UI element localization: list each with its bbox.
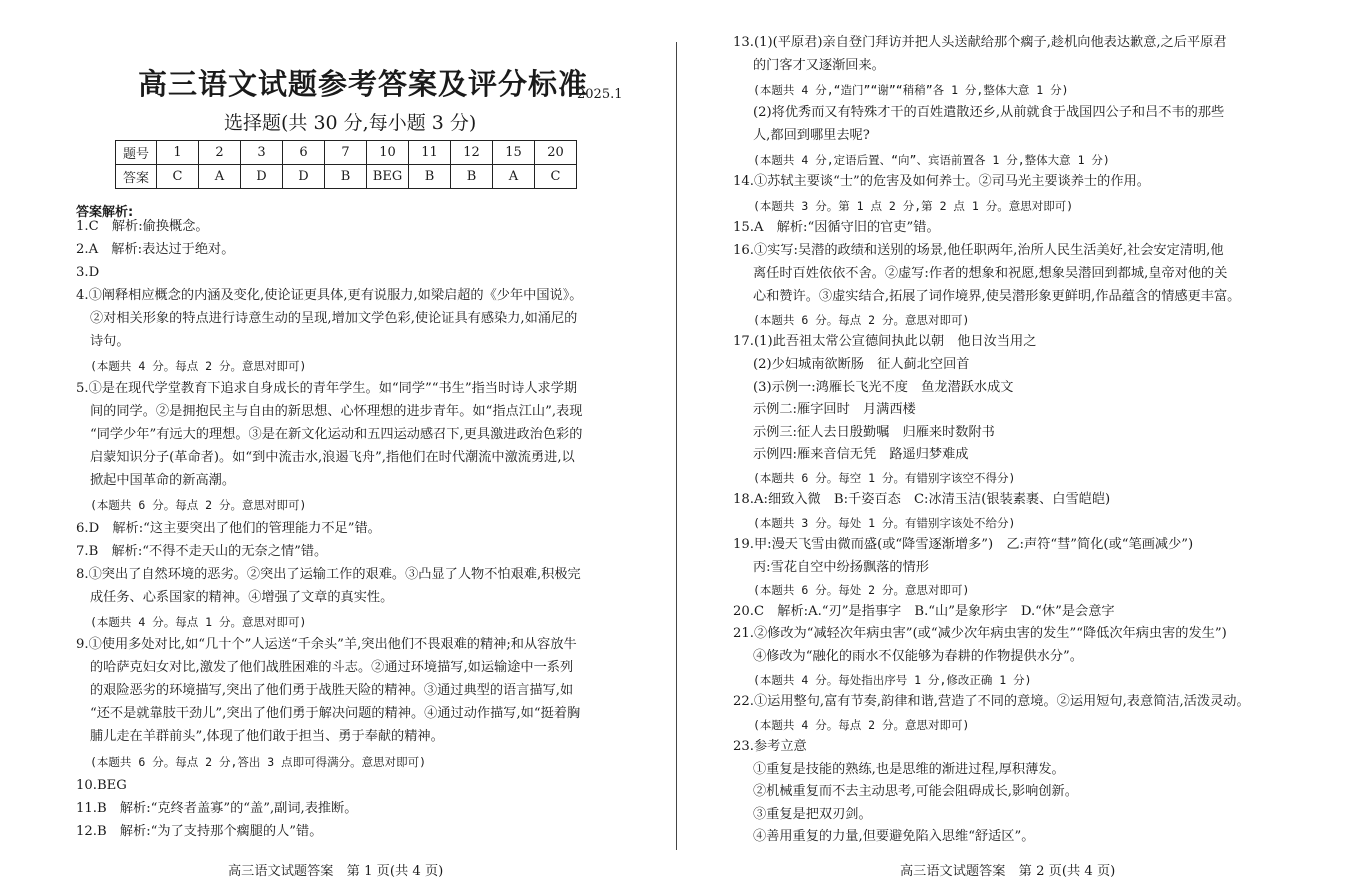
column-divider bbox=[676, 42, 677, 850]
table-row-label: 题号 bbox=[116, 141, 157, 165]
answer-line: 12.B 解析:“为了支持那个瘸腿的人”错。 bbox=[76, 824, 323, 839]
question-number: 20 bbox=[535, 141, 577, 165]
answer-line: 的哈萨克妇女对比,激发了他们战胜困难的斗志。②通过环境描写,如运输途中一系列 bbox=[90, 660, 574, 675]
section-subtitle: 选择题(共 30 分,每小题 3 分) bbox=[224, 112, 477, 134]
answer-line: “还不是就靠肢干劲儿”,突出了他们勇于解决问题的精神。④通过动作描写,如“挺着胸 bbox=[90, 706, 581, 721]
answer-cell: B bbox=[409, 165, 451, 189]
answer-line: 诗句。 bbox=[90, 334, 130, 349]
answer-cell: B bbox=[451, 165, 493, 189]
answer-line: 20.C 解析:A.“刃”是指事字 B.“山”是象形字 D.“休”是会意字 bbox=[733, 604, 1115, 619]
answer-line: 的门客才又逐渐回来。 bbox=[753, 58, 885, 73]
answer-line: ②机械重复而不去主动思考,可能会阻碍成长,影响创新。 bbox=[753, 784, 1078, 799]
scoring-note: (本题共 6 分。每点 2 分。意思对即可) bbox=[753, 313, 970, 327]
scoring-note: (本题共 6 分。每点 2 分,答出 3 点即可得满分。意思对即可) bbox=[90, 755, 427, 769]
answer-line: 22.①运用整句,富有节奏,韵律和谐,营造了不同的意境。②运用短句,表意简洁,活泼灵动。 bbox=[733, 694, 1250, 709]
answer-line: 15.A 解析:“因循守旧的官吏”错。 bbox=[733, 220, 940, 235]
answer-line: ④善用重复的力量,但要避免陷入思维“舒适区”。 bbox=[753, 829, 1035, 844]
answer-line: 脯儿走在羊群前头”,体现了他们敢于担当、勇于奉献的精神。 bbox=[90, 729, 444, 744]
answer-line: 丙:雪花自空中纷扬飘落的情形 bbox=[753, 560, 929, 575]
answer-line: 示例二:雁字回时 月满西楼 bbox=[753, 402, 916, 417]
answer-line: 掀起中国革命的新高潮。 bbox=[90, 473, 236, 488]
answer-line: 2.A 解析:表达过于绝对。 bbox=[76, 242, 235, 257]
question-number: 10 bbox=[367, 141, 409, 165]
answer-line: 23.参考立意 bbox=[733, 739, 807, 754]
scoring-note: (本题共 4 分。每点 1 分。意思对即可) bbox=[90, 615, 307, 629]
question-number: 12 bbox=[451, 141, 493, 165]
exam-date: 2025.1 bbox=[577, 87, 623, 102]
answer-line: 成任务、心系国家的精神。④增强了文章的真实性。 bbox=[90, 590, 394, 605]
page-footer-1: 高三语文试题答案 第 1 页(共 4 页) bbox=[228, 864, 444, 879]
answer-line: 的艰险恶劣的环境描写,突出了他们勇于战胜天险的精神。③通过典型的语言描写,如 bbox=[90, 683, 574, 698]
answer-line: (2)少妇城南欲断肠 征人蓟北空回首 bbox=[753, 357, 970, 372]
answer-cell: A bbox=[493, 165, 535, 189]
answer-table-number-row bbox=[116, 141, 577, 165]
answer-line: 8.①突出了自然环境的恶劣。②突出了运输工作的艰难。③凸显了人物不怕艰难,积极完 bbox=[76, 567, 581, 582]
page-title: 高三语文试题参考答案及评分标准 bbox=[138, 67, 589, 101]
answer-line: 示例四:雁来音信无凭 路遥归梦难成 bbox=[753, 447, 969, 462]
answer-line: 7.B 解析:“不得不走天山的无奈之情”错。 bbox=[76, 544, 328, 559]
answer-line: 离任时百姓依依不舍。②虚写:作者的想象和祝愿,想象吴潜回到都城,皇帝对他的关 bbox=[753, 266, 1228, 281]
question-number: 6 bbox=[283, 141, 325, 165]
scoring-note: (本题共 3 分。第 1 点 2 分,第 2 点 1 分。意思对即可) bbox=[753, 199, 1074, 213]
answer-line: 16.①实写:吴潜的政绩和送别的场景,他任职两年,治所人民生活美好,社会安定清明,他 bbox=[733, 243, 1224, 258]
answer-line: 5.①是在现代学堂教育下追求自身成长的青年学生。如“同学”“书生”指当时诗人求学期 bbox=[76, 381, 578, 396]
scoring-note: (本题共 4 分,定语后置、“向”、宾语前置各 1 分,整体大意 1 分) bbox=[753, 153, 1110, 167]
scoring-note: (本题共 6 分。每点 2 分。意思对即可) bbox=[90, 498, 307, 512]
answer-cell: C bbox=[157, 165, 199, 189]
answer-line: 10.BEG bbox=[76, 778, 127, 793]
scoring-note: (本题共 4 分。每点 2 分。意思对即可) bbox=[90, 359, 307, 373]
answer-line: 启蒙知识分子(革命者)。如“到中流击水,浪遏飞舟”,指他们在时代潮流中激流勇进,以 bbox=[90, 450, 575, 465]
question-number: 1 bbox=[157, 141, 199, 165]
answer-line: 13.(1)(平原君)亲自登门拜访并把人头送献给那个瘸子,趁机向他表达歉意,之后平原君 bbox=[733, 35, 1227, 50]
scoring-note: (本题共 4 分,“造门”“谢”“稍稍”各 1 分,整体大意 1 分) bbox=[753, 83, 1069, 97]
answer-line: 4.①阐释相应概念的内涵及变化,使论证更具体,更有说服力,如梁启超的《少年中国说》。 bbox=[76, 288, 583, 303]
answer-line: 11.B 解析:“克终者盖寡”的“盖”,副词,表推断。 bbox=[76, 801, 358, 816]
answer-line: ①重复是技能的熟练,也是思维的渐进过程,厚积薄发。 bbox=[753, 762, 1065, 777]
answer-line: (3)示例一:鸿雁长飞光不度 鱼龙潜跃水成文 bbox=[753, 380, 1014, 395]
question-number: 3 bbox=[241, 141, 283, 165]
page-footer-2: 高三语文试题答案 第 2 页(共 4 页) bbox=[900, 864, 1116, 879]
answer-line: 19.甲:漫天飞雪由微而盛(或“降雪逐渐增多”) 乙:声符“彗”简化(或“笔画减少”) bbox=[733, 537, 1194, 552]
answer-table-answer-row bbox=[116, 165, 577, 189]
answer-line: ④修改为“融化的雨水不仅能够为春耕的作物提供水分”。 bbox=[753, 649, 1083, 664]
answer-line: 心和赞许。③虚实结合,拓展了词作境界,使吴潜形象更鲜明,作品蕴含的情感更丰富。 bbox=[753, 289, 1241, 304]
answer-line: ③重复是把双刃剑。 bbox=[753, 807, 872, 822]
answer-line: 1.C 解析:偷换概念。 bbox=[76, 219, 209, 234]
answer-line: 21.②修改为“减轻次年病虫害”(或“减少次年病虫害的发生”“降低次年病虫害的发生”) bbox=[733, 626, 1227, 641]
answer-line: 14.①苏轼主要谈“士”的危害及如何养士。②司马光主要谈养士的作用。 bbox=[733, 174, 1150, 189]
answer-line: 9.①使用多处对比,如“几十个”人运送“千余头”羊,突出他们不畏艰难的精神;和从容放牛 bbox=[76, 637, 577, 652]
answer-cell: B bbox=[325, 165, 367, 189]
answer-table bbox=[115, 140, 577, 189]
answer-line: 人,都回到哪里去呢? bbox=[753, 128, 870, 143]
scoring-note: (本题共 6 分。每空 1 分。有错别字该空不得分) bbox=[753, 471, 1016, 485]
scoring-note: (本题共 4 分。每点 2 分。意思对即可) bbox=[753, 718, 970, 732]
answer-cell: A bbox=[199, 165, 241, 189]
scoring-note: (本题共 3 分。每处 1 分。有错别字该处不给分) bbox=[753, 516, 1016, 530]
answer-cell: D bbox=[283, 165, 325, 189]
answer-line: (2)将优秀而又有特殊才干的百姓遣散还乡,从前就食于战国四公子和吕不韦的那些 bbox=[753, 105, 1225, 120]
answer-cell: BEG bbox=[367, 165, 409, 189]
scoring-note: (本题共 4 分。每处指出序号 1 分,修改正确 1 分) bbox=[753, 673, 1032, 687]
answer-line: 18.A:细致入微 B:千姿百态 C:冰清玉洁(银装素裹、白雪皑皑) bbox=[733, 492, 1111, 507]
question-number: 2 bbox=[199, 141, 241, 165]
table-row-label: 答案 bbox=[116, 165, 157, 189]
question-number: 15 bbox=[493, 141, 535, 165]
question-number: 7 bbox=[325, 141, 367, 165]
answer-line: 间的同学。②是拥抱民主与自由的新思想、心怀理想的进步青年。如“指点江山”,表现 bbox=[90, 404, 583, 419]
question-number: 11 bbox=[409, 141, 451, 165]
scoring-note: (本题共 6 分。每处 2 分。意思对即可) bbox=[753, 583, 970, 597]
answer-cell: C bbox=[535, 165, 577, 189]
answer-line: “同学少年”有远大的理想。③是在新文化运动和五四运动感召下,更具激进政治色彩的 bbox=[90, 427, 583, 442]
answer-line: 6.D 解析:“这主要突出了他们的管理能力不足”错。 bbox=[76, 521, 381, 536]
answer-line: 示例三:征人去日殷勤嘱 归雁来时数附书 bbox=[753, 425, 995, 440]
answer-cell: D bbox=[241, 165, 283, 189]
answer-analysis-header: 答案解析: bbox=[76, 205, 134, 220]
answer-line: ②对相关形象的特点进行诗意生动的呈现,增加文学色彩,使论证具有感染力,如涌尼的 bbox=[90, 311, 578, 326]
answer-line: 17.(1)此吾祖太常公宣德间执此以朝 他日汝当用之 bbox=[733, 334, 1037, 349]
answer-line: 3.D bbox=[76, 265, 100, 280]
